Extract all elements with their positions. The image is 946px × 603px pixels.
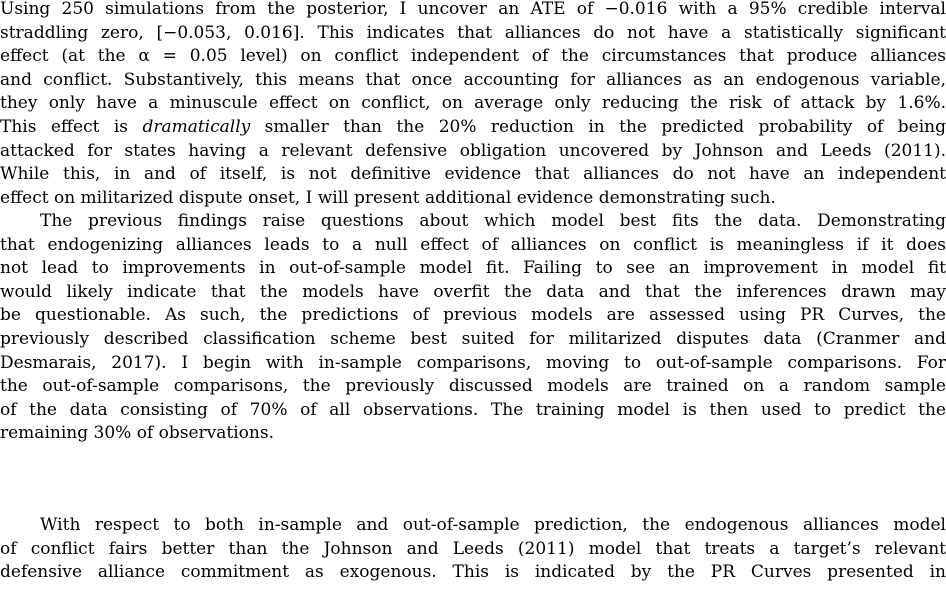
text-line: Using 250 simulations from the posterior, I uncover an ATE of −0.016 with a 95% credible interval — [0, 0, 946, 19]
text-line: not lead to improvements in out-of-sample model fit. Failing to see an improvement in model fit — [0, 258, 946, 279]
text-segment: smaller than the 20% reduction in the predicted probability of being — [250, 116, 946, 137]
text-segment: This effect is — [0, 116, 143, 137]
text-line: While this, in and of itself, is not definitive evidence that alliances do not have an independent — [0, 164, 946, 185]
text-line: The previous findings raise questions about which model best fits the data. Demonstrating — [40, 211, 946, 231]
text-line: be questionable. As such, the predictions of previous models are assessed using PR Curves, the — [0, 305, 946, 326]
emphasis-dramatically: dramatically — [142, 116, 251, 137]
text-line: previously described classification scheme best suited for militarized disputes data (Cranmer and — [0, 328, 946, 349]
text-line: effect on militarized dispute onset, I will present additional evidence demonstrating such. — [0, 187, 776, 208]
text-line: they only have a minuscule effect on conflict, on average only reducing the risk of attack by 1.6%. — [0, 93, 946, 114]
text-line: straddling zero, [−0.053, 0.016]. This indicates that alliances do not have a statistically significant — [0, 22, 946, 43]
text-line: of the data consisting of 70% of all observations. The training model is then used to predict the — [0, 399, 946, 420]
text-line: With respect to both in-sample and out-of-sample prediction, the endogenous alliances model — [40, 515, 946, 535]
text-line: of conflict fairs better than the Johnson and Leeds (2011) model that treats a target’s relevant — [0, 538, 946, 559]
text-line: and conflict. Substantively, this means that once accounting for alliances as an endogenous variable, — [0, 69, 946, 90]
text-line: remaining 30% of observations. — [0, 423, 274, 444]
text-line-with-emphasis — [0, 116, 946, 140]
paragraph-prediction-comparison — [0, 514, 946, 585]
paragraph-model-fit — [0, 210, 946, 446]
text-line: attacked for states having a relevant defensive obligation uncovered by Johnson and Leeds (2011). — [0, 140, 946, 161]
text-line: effect (at the α = 0.05 level) on conflict independent of the circumstances that produce alliances — [0, 46, 946, 67]
text-line: that endogenizing alliances leads to a null effect of alliances on conflict is meaningless if it does — [0, 234, 946, 255]
text-line: would likely indicate that the models have overfit the data and that the inferences drawn may — [0, 281, 946, 302]
paragraph-ate-results — [0, 0, 946, 210]
text-line: defensive alliance commitment as exogenous. This is indicated by the PR Curves presented in — [0, 562, 946, 583]
text-line: Desmarais, 2017). I begin with in-sample comparisons, moving to out-of-sample comparisons. For — [0, 352, 946, 373]
text-line: the out-of-sample comparisons, the previously discussed models are trained on a random sample — [0, 376, 946, 397]
